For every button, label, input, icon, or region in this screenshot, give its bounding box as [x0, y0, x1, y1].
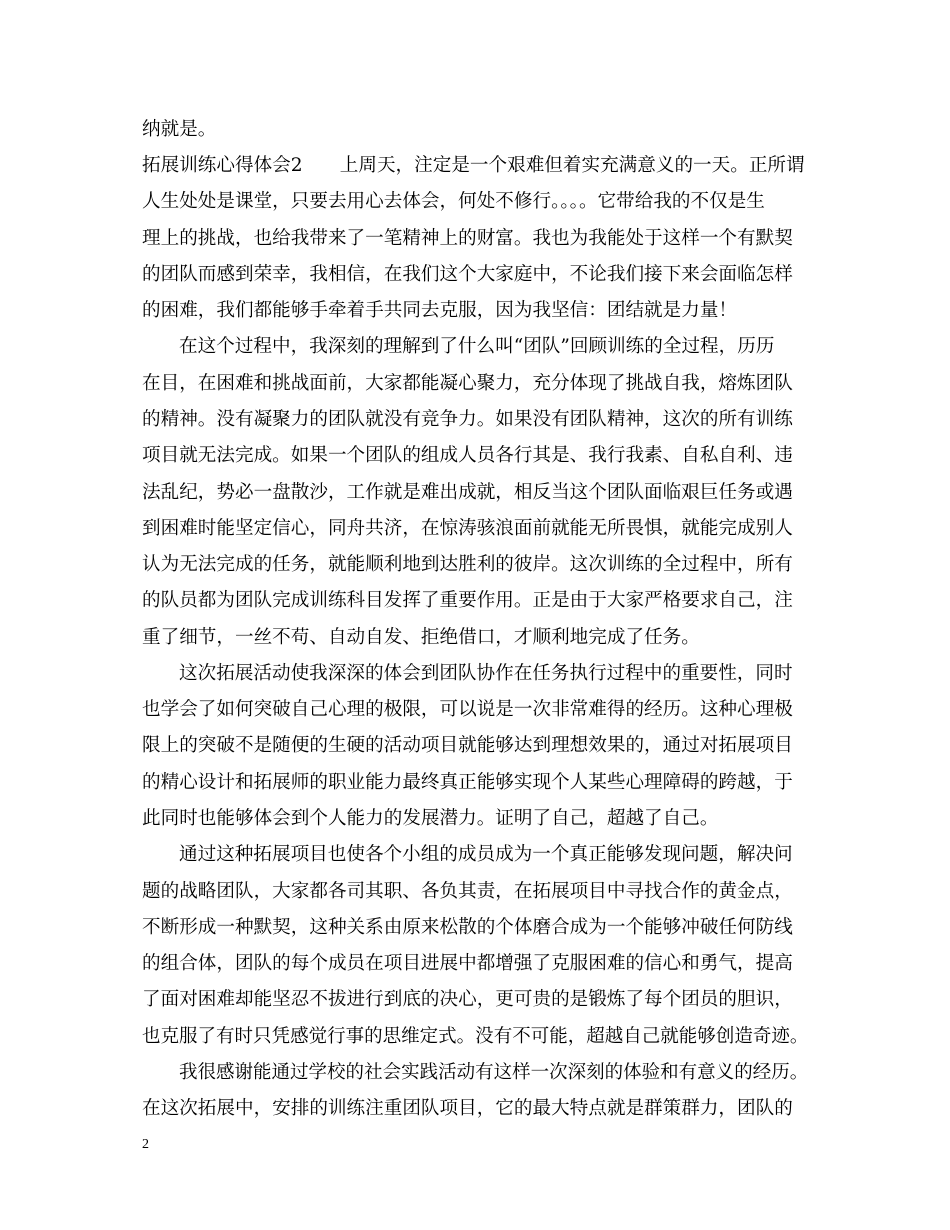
text-line: 重了细节，一丝不苟、自动自发、拒绝借口，才顺利地完成了任务。 — [142, 627, 700, 648]
text-line: 的困难，我们都能够手牵着手共同去克服，因为我坚信：团结就是力量！ — [142, 300, 738, 321]
text-line: 的队员都为团队完成训练科目发挥了重要作用。正是由于大家严格要求自己，注 — [142, 590, 793, 611]
text-line: 限上的突破不是随便的生硬的活动项目就能够达到理想效果的，通过对拓展项目 — [142, 735, 793, 756]
text-line: 了面对困难却能坚忍不拔进行到底的决心，更可贵的是锻炼了每个团员的胆识， — [142, 989, 793, 1010]
text-line: 我很感谢能通过学校的社会实践活动有这样一次深刻的体验和有意义的经历。 — [179, 1062, 809, 1083]
text-line: 此同时也能够体会到个人能力的发展潜力。证明了自己，超越了自己。 — [142, 808, 719, 829]
text-line: 的精心设计和拓展师的职业能力最终真正能够实现个人某些心理障碍的跨越，于 — [142, 772, 793, 793]
text-line: 的团队而感到荣幸，我相信，在我们这个大家庭中，不论我们接下来会面临怎样 — [142, 264, 793, 285]
text-line: 人生处处是课堂，只要去用心去体会，何处不修行。。。。它带给我的不仅是生 — [142, 191, 765, 212]
text-line: 不断形成一种默契，这种关系由原来松散的个体磨合成为一个能够冲破任何防线 — [142, 917, 793, 938]
text-line: 也克服了有时只凭感觉行事的思维定式。没有不可能，超越自己就能够创造奇迹。 — [142, 1026, 809, 1047]
text-line: 在目，在困难和挑战面前，大家都能凝心聚力，充分体现了挑战自我，熔炼团队 — [142, 373, 793, 394]
text-line: 这次拓展活动使我深深的体会到团队协作在任务执行过程中的重要性，同时 — [179, 663, 793, 684]
text-line: 通过这种拓展项目也使各个小组的成员成为一个真正能够发现问题，解决问 — [179, 844, 793, 865]
text-line: 认为无法完成的任务，就能顺利地到达胜利的彼岸。这次训练的全过程中，所有 — [142, 554, 793, 575]
text-line: 也学会了如何突破自己心理的极限，可以说是一次非常难得的经历。这种心理极 — [142, 699, 793, 720]
text-line: 在这次拓展中，安排的训练注重团队项目，它的最大特点就是群策群力，团队的 — [142, 1098, 793, 1119]
text-line: 拓展训练心得体会2 上周天，注定是一个艰难但着实充满意义的一天。正所谓 — [142, 155, 805, 176]
text-line: 在这个过程中，我深刻的理解到了什么叫“团队”回顾训练的全过程，历历 — [179, 336, 775, 357]
text-line: 项目就无法完成。如果一个团队的组成人员各行其是、我行我素、自私自利、违 — [142, 445, 793, 466]
text-line: 的精神。没有凝聚力的团队就没有竞争力。如果没有团队精神，这次的所有训练 — [142, 409, 793, 430]
text-line: 法乱纪，势必一盘散沙，工作就是难出成就，相反当这个团队面临艰巨任务或遇 — [142, 482, 793, 503]
text-line: 的组合体，团队的每个成员在项目进展中都增强了克服困难的信心和勇气，提高 — [142, 953, 793, 974]
text-line: 理上的挑战，也给我带来了一笔精神上的财富。我也为我能处于这样一个有默契 — [142, 228, 793, 249]
text-line: 题的战略团队，大家都各司其职、各负其责，在拓展项目中寻找合作的黄金点， — [142, 881, 793, 902]
text-line: 到困难时能坚定信心，同舟共济，在惊涛骇浪面前就能无所畏惧，就能完成别人 — [142, 518, 793, 539]
text-line: 纳就是。 — [142, 119, 217, 140]
page-number: 2 — [142, 1137, 149, 1152]
